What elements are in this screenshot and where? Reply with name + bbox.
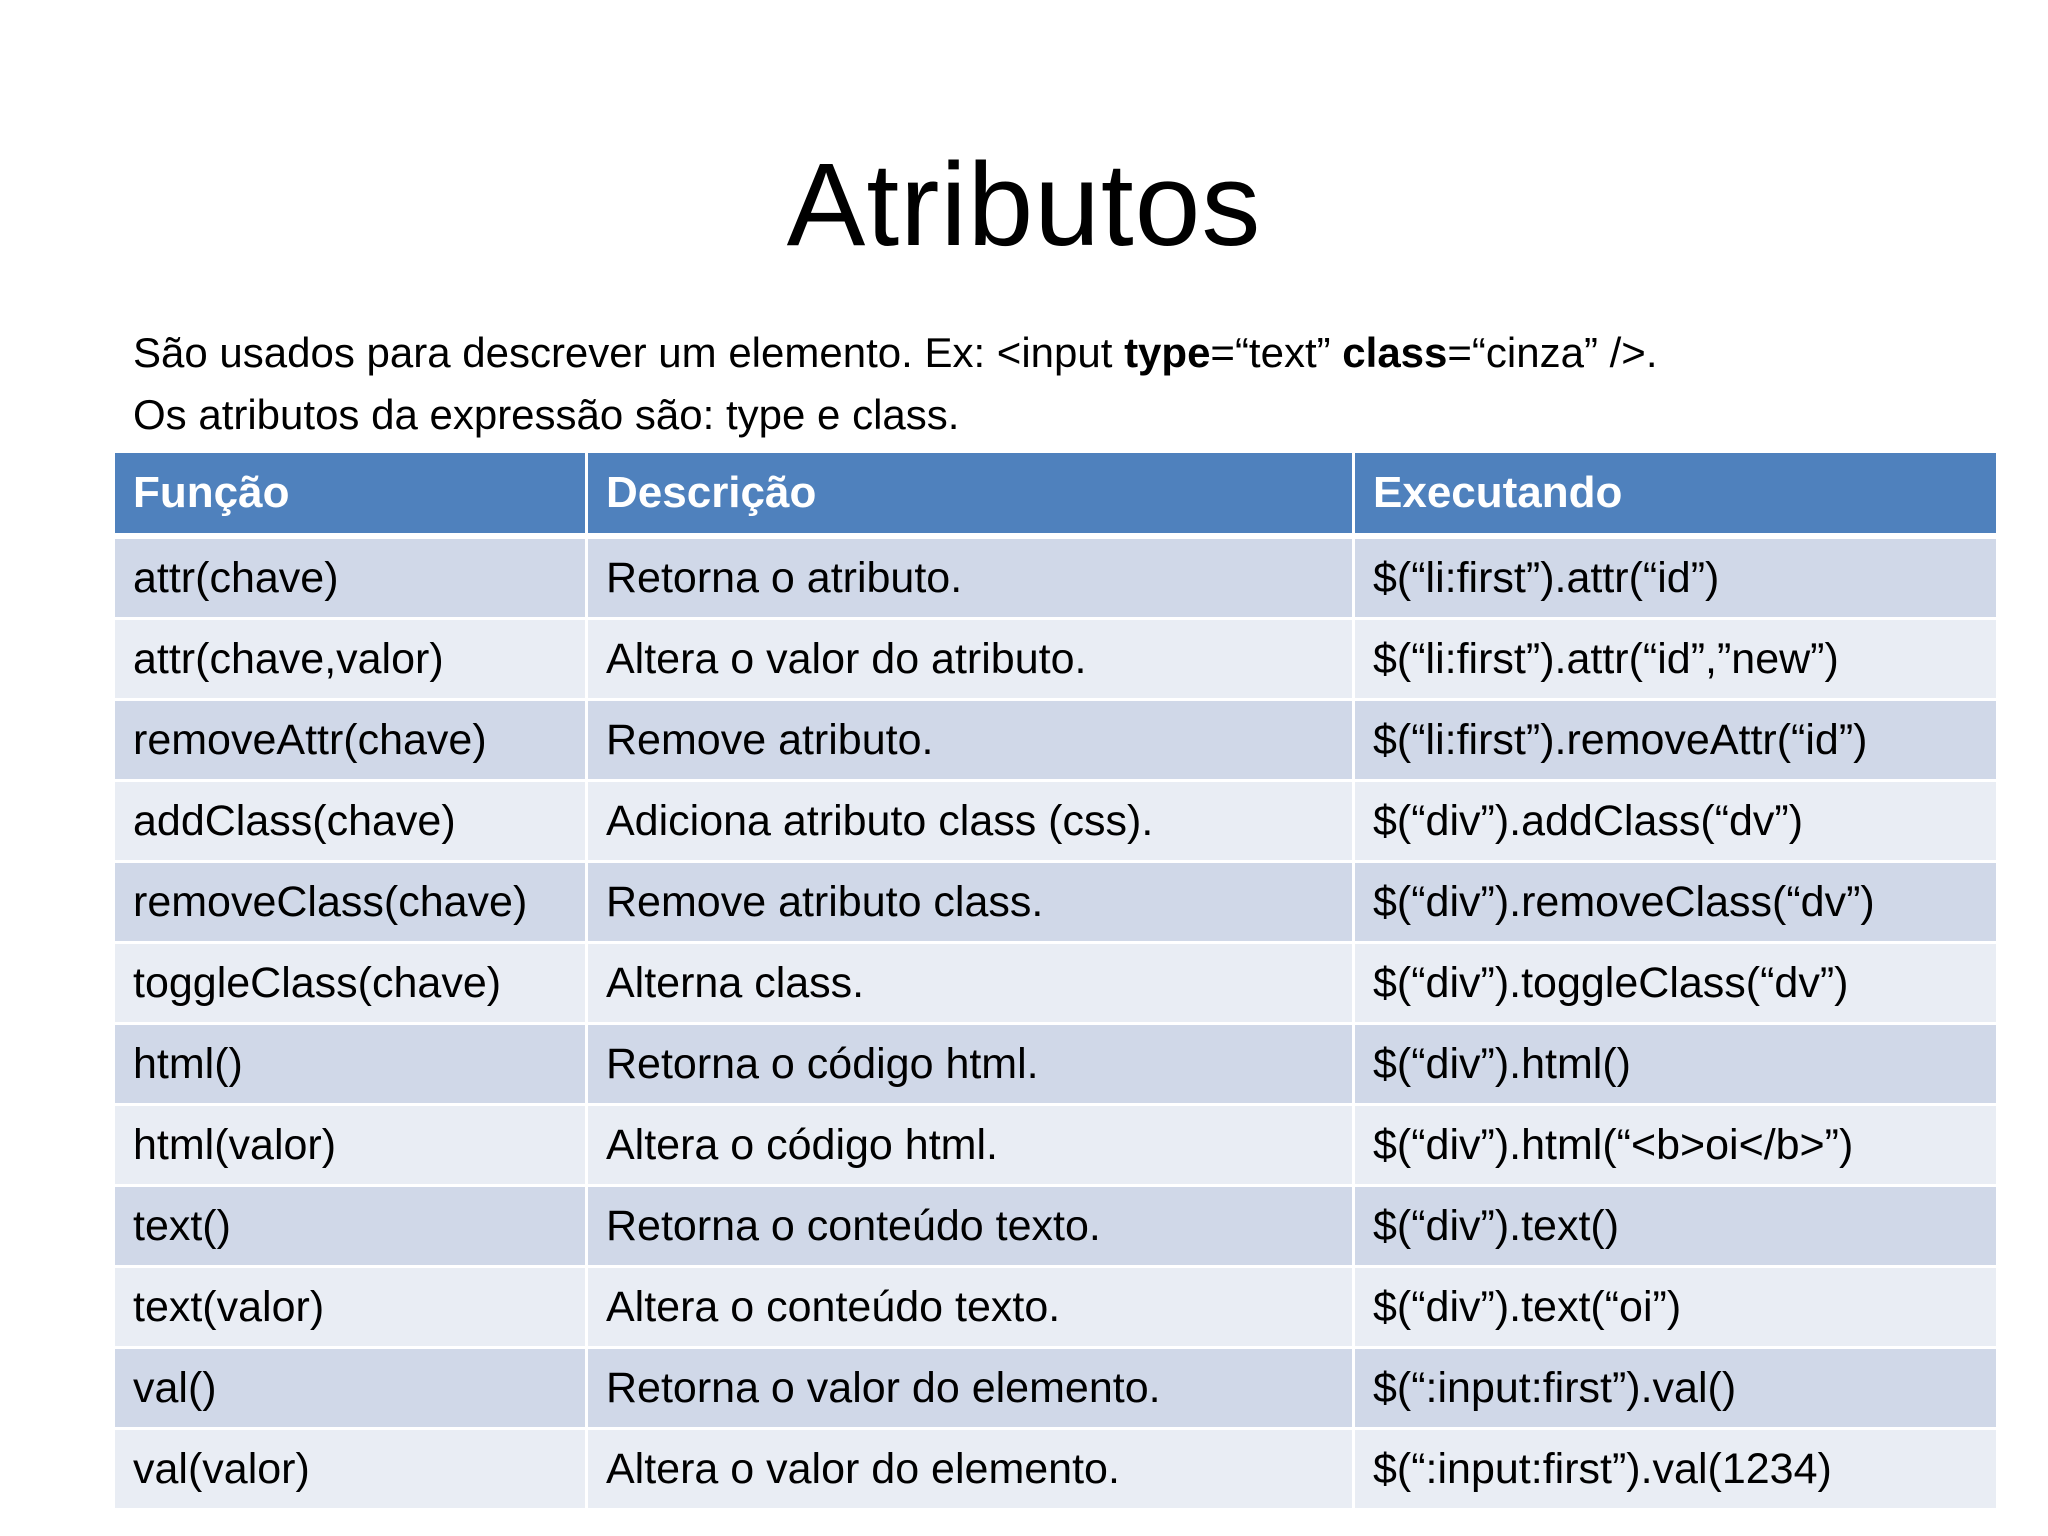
table-row <box>114 781 1998 862</box>
cell-funcao: attr(chave) <box>114 536 587 619</box>
cell-descricao: Retorna o valor do elemento. <box>587 1348 1354 1429</box>
intro-keyword-class: class <box>1342 329 1448 376</box>
cell-executando: $(“div”).addClass(“dv”) <box>1354 781 1998 862</box>
table-row <box>114 1024 1998 1105</box>
cell-funcao: attr(chave,valor) <box>114 619 587 700</box>
intro-line-1-mid: =“text” <box>1210 329 1343 376</box>
cell-descricao: Altera o conteúdo texto. <box>587 1267 1354 1348</box>
cell-funcao: val() <box>114 1348 587 1429</box>
table-row <box>114 619 1998 700</box>
attributes-table <box>112 450 1999 1511</box>
cell-executando: $(“li:first”).attr(“id”) <box>1354 536 1998 619</box>
cell-funcao: val(valor) <box>114 1429 587 1510</box>
cell-descricao: Alterna class. <box>587 943 1354 1024</box>
header-executando: Executando <box>1354 452 1998 537</box>
cell-executando: $(“div”).html(“<b>oi</b>”) <box>1354 1105 1998 1186</box>
cell-descricao: Remove atributo. <box>587 700 1354 781</box>
table-header-row <box>114 452 1998 537</box>
table-row <box>114 943 1998 1024</box>
cell-descricao: Retorna o código html. <box>587 1024 1354 1105</box>
table-row <box>114 862 1998 943</box>
cell-funcao: removeAttr(chave) <box>114 700 587 781</box>
cell-executando: $(“li:first”).removeAttr(“id”) <box>1354 700 1998 781</box>
intro-keyword-type: type <box>1124 329 1211 376</box>
table-row <box>114 536 1998 619</box>
cell-executando: $(“:input:first”).val() <box>1354 1348 1998 1429</box>
cell-descricao: Retorna o conteúdo texto. <box>587 1186 1354 1267</box>
cell-descricao: Altera o valor do atributo. <box>587 619 1354 700</box>
header-descricao: Descrição <box>587 452 1354 537</box>
cell-descricao: Adiciona atributo class (css). <box>587 781 1354 862</box>
intro-line-1-pre: São usados para descrever um elemento. Ex: <input <box>133 329 1125 376</box>
table-row <box>114 1267 1998 1348</box>
cell-funcao: toggleClass(chave) <box>114 943 587 1024</box>
table-row <box>114 1429 1998 1510</box>
table-row <box>114 1186 1998 1267</box>
cell-funcao: text(valor) <box>114 1267 587 1348</box>
cell-executando: $(“div”).text(“oi”) <box>1354 1267 1998 1348</box>
cell-funcao: html(valor) <box>114 1105 587 1186</box>
table-row <box>114 1348 1998 1429</box>
intro-line-2: Os atributos da expressão são: type e class. <box>133 391 960 438</box>
cell-descricao: Remove atributo class. <box>587 862 1354 943</box>
cell-funcao: addClass(chave) <box>114 781 587 862</box>
cell-executando: $(“div”).text() <box>1354 1186 1998 1267</box>
cell-funcao: removeClass(chave) <box>114 862 587 943</box>
cell-descricao: Altera o código html. <box>587 1105 1354 1186</box>
intro-line-1 <box>133 322 1993 384</box>
cell-executando: $(“div”).removeClass(“dv”) <box>1354 862 1998 943</box>
intro-paragraph <box>133 322 1993 446</box>
table-row <box>114 1105 1998 1186</box>
cell-executando: $(“:input:first”).val(1234) <box>1354 1429 1998 1510</box>
table-row <box>114 700 1998 781</box>
cell-funcao: html() <box>114 1024 587 1105</box>
cell-funcao: text() <box>114 1186 587 1267</box>
cell-executando: $(“div”).toggleClass(“dv”) <box>1354 943 1998 1024</box>
cell-executando: $(“div”).html() <box>1354 1024 1998 1105</box>
header-funcao: Função <box>114 452 587 537</box>
slide-title: Atributos <box>786 139 1262 271</box>
cell-executando: $(“li:first”).attr(“id”,”new”) <box>1354 619 1998 700</box>
intro-line-1-post: =“cinza” />. <box>1447 329 1658 376</box>
cell-descricao: Altera o valor do elemento. <box>587 1429 1354 1510</box>
cell-descricao: Retorna o atributo. <box>587 536 1354 619</box>
